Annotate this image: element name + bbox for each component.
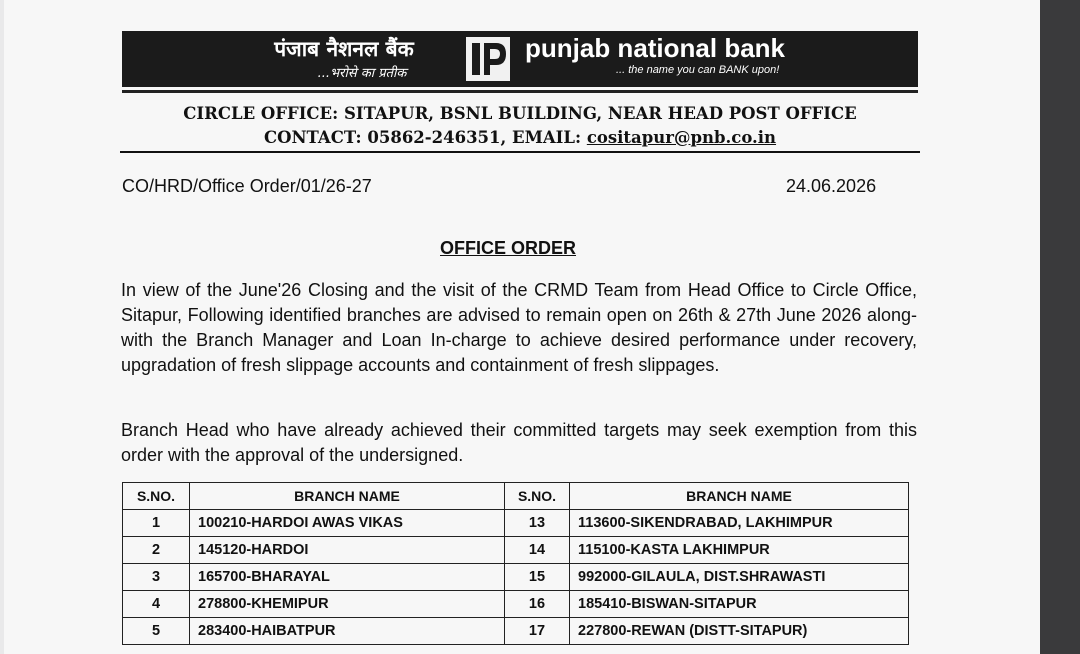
branch-cell: 165700-BHARAYAL: [190, 564, 505, 591]
sno-cell: 13: [505, 510, 570, 537]
sno-cell: 16: [505, 591, 570, 618]
sno-cell: 1: [123, 510, 190, 537]
bank-banner: [122, 31, 918, 87]
table-header-row: [123, 483, 909, 510]
branch-cell: 185410-BISWAN-SITAPUR: [570, 591, 909, 618]
branch-cell: 113600-SIKENDRABAD, LAKHIMPUR: [570, 510, 909, 537]
circle-office-address: CIRCLE OFFICE: SITAPUR, BSNL BUILDING, NEAR HEAD POST OFFICE: [183, 104, 857, 123]
contact-phone: CONTACT: 05862-246351, EMAIL:: [263, 128, 587, 147]
banner-underline: [122, 90, 918, 93]
branch-cell: 227800-REWAN (DISTT-SITAPUR): [570, 618, 909, 645]
branch-cell: 278800-KHEMIPUR: [190, 591, 505, 618]
branch-cell: 115100-KASTA LAKHIMPUR: [570, 537, 909, 564]
branch-cell: 145120-HARDOI: [190, 537, 505, 564]
sno-cell: 4: [123, 591, 190, 618]
table-row: [123, 564, 909, 591]
bank-name-hindi: पंजाब नैशनल बैंक: [274, 37, 414, 61]
contact-email-link[interactable]: cositapur@pnb.co.in: [586, 128, 777, 147]
branch-table: [122, 482, 909, 645]
order-date: 24.06.2026: [786, 176, 877, 196]
order-paragraph-1: In view of the June'26 Closing and the visit of the CRMD Team from Head Office to Circle Office, Sitapur, Following identified branches are advised to remain open on 26th & 27th June 2026 along-with the Branch Manager and Loan In-charge to achieve desired performance under recovery, upgradation of fresh slippage accounts and containment of fresh slippages.: [121, 280, 917, 375]
col-header-branch-2: BRANCH NAME: [570, 483, 909, 510]
branch-cell: 100210-HARDOI AWAS VIKAS: [190, 510, 505, 537]
viewer-edge: [1040, 0, 1080, 654]
table-row: [123, 591, 909, 618]
table-row: [123, 618, 909, 645]
bank-tagline-hindi: ...भरोसे का प्रतीक: [317, 66, 407, 81]
sno-cell: 3: [123, 564, 190, 591]
bank-tagline-english: ... the name you can BANK upon!: [616, 64, 780, 76]
table-row: [123, 537, 909, 564]
branch-cell: 283400-HAIBATPUR: [190, 618, 505, 645]
table-row: [123, 510, 909, 537]
pnb-logo-icon: [466, 37, 510, 81]
branch-cell: 992000-GILAULA, DIST.SHRAWASTI: [570, 564, 909, 591]
sno-cell: 17: [505, 618, 570, 645]
sno-cell: 14: [505, 537, 570, 564]
sno-cell: 15: [505, 564, 570, 591]
col-header-sno-1: S.NO.: [123, 483, 190, 510]
order-reference: CO/HRD/Office Order/01/26-27: [122, 176, 372, 196]
contact-line: [120, 128, 920, 147]
order-title: OFFICE ORDER: [440, 238, 577, 258]
col-header-sno-2: S.NO.: [505, 483, 570, 510]
sno-cell: 2: [123, 537, 190, 564]
header-divider: [120, 151, 920, 153]
sno-cell: 5: [123, 618, 190, 645]
bank-name-english: punjab national bank: [525, 33, 786, 63]
order-paragraph-2: Branch Head who have already achieved their committed targets may seek exemption from this order with the approval of the undersigned.: [121, 420, 917, 465]
col-header-branch-1: BRANCH NAME: [190, 483, 505, 510]
